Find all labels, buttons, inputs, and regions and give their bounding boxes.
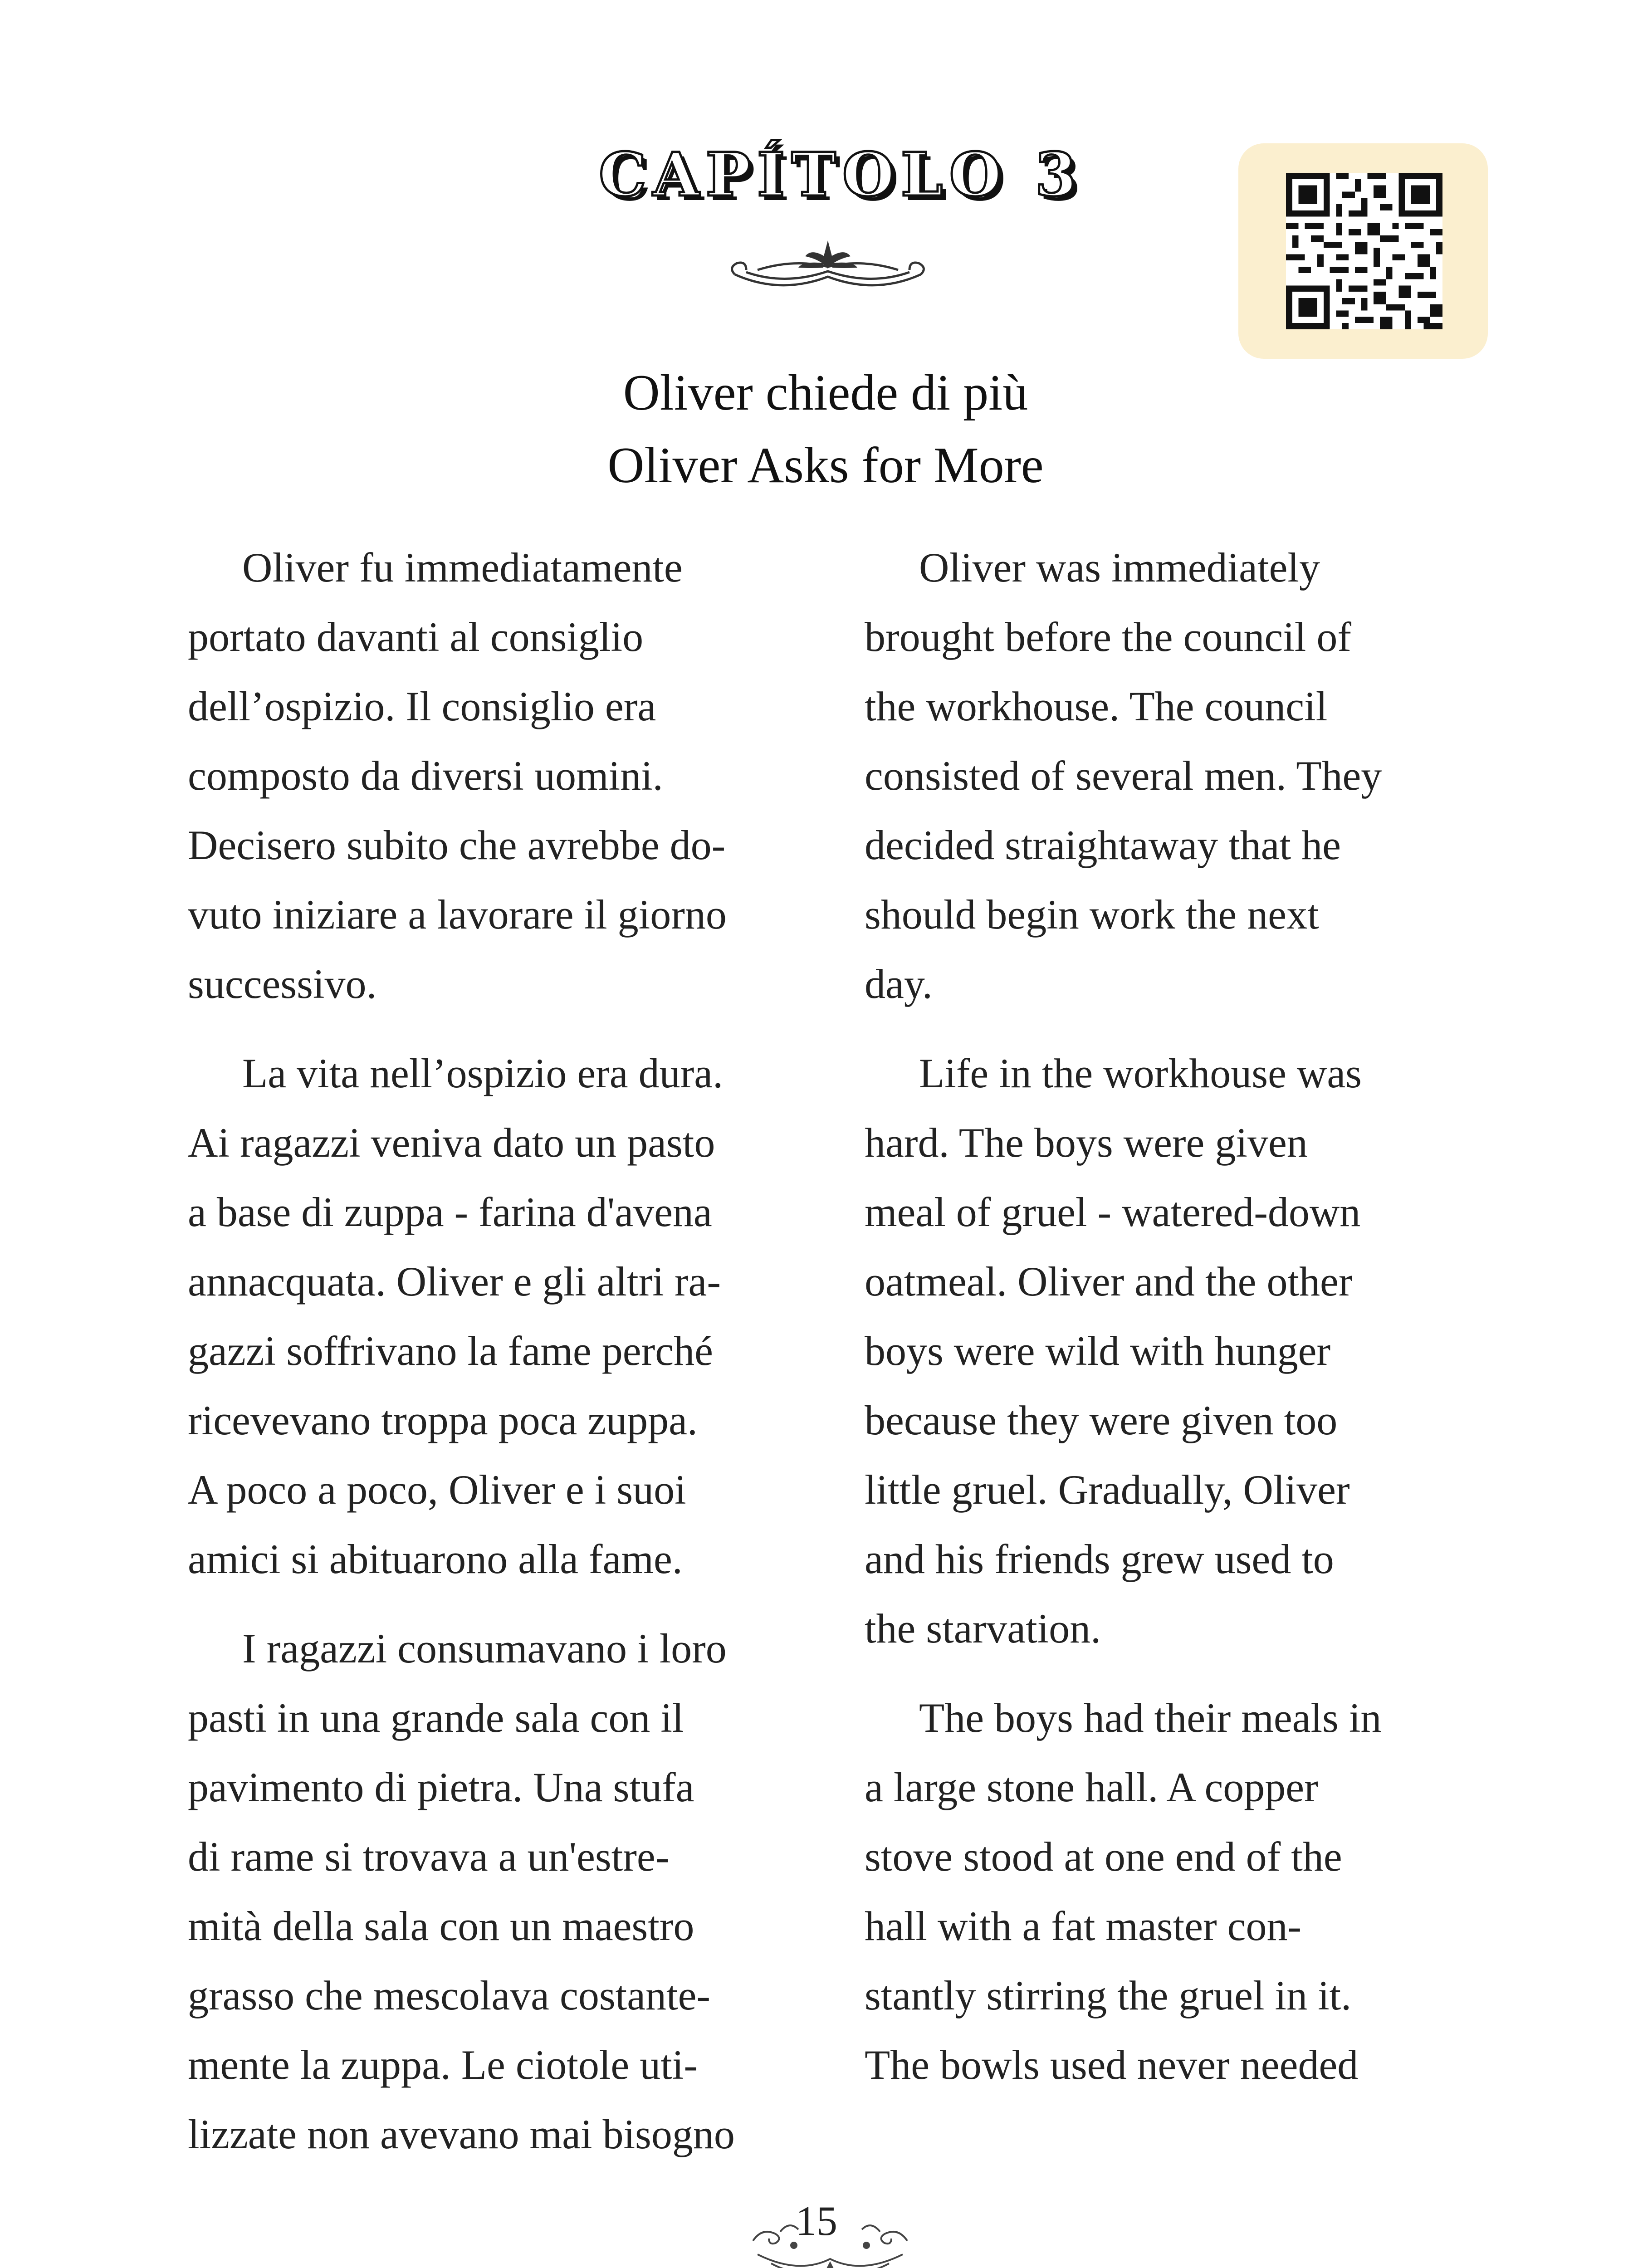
text-line: because they were given too: [865, 1397, 1338, 1443]
heading-italian: Oliver chiede di più: [623, 365, 1028, 421]
text-line: pavimento di pietra. Una stufa: [188, 1764, 694, 1810]
italian-paragraph-2: [188, 1039, 846, 1594]
text-line: decided straightaway that he: [865, 822, 1341, 868]
english-paragraph-1: [865, 533, 1522, 1019]
text-line: hard. The boys were given: [865, 1119, 1308, 1166]
text-line: composto da diversi uomini.: [188, 753, 663, 799]
text-line: annacquata. Oliver e gli altri ra-: [188, 1258, 721, 1305]
text-line: successivo.: [188, 961, 377, 1007]
text-line: The bowls used never needed: [865, 2042, 1359, 2088]
italian-paragraph-3: [188, 1614, 846, 2169]
text-line: boys were wild with hunger: [865, 1328, 1331, 1374]
text-line: the starvation.: [865, 1605, 1101, 1652]
text-line: mità della sala con un maestro: [188, 1903, 694, 1949]
text-line: hall with a fat master con-: [865, 1903, 1302, 1949]
text-line: oatmeal. Oliver and the other: [865, 1258, 1353, 1305]
text-line: should begin work the next: [865, 891, 1319, 938]
text-line: the workhouse. The council: [865, 683, 1328, 729]
text-line: a base di zuppa - farina d'avena: [188, 1189, 712, 1235]
text-line: little gruel. Gradually, Oliver: [865, 1466, 1350, 1513]
chapter-title: CAPÍTOLO 3: [599, 140, 1083, 210]
text-line: La vita nell’ospizio era dura.: [242, 1050, 724, 1096]
text-line: vuto iniziare a lavorare il giorno: [188, 891, 727, 938]
text-line: I ragazzi consumavano i loro: [242, 1625, 727, 1672]
text-line: Life in the workhouse was: [919, 1050, 1362, 1096]
text-line: ricevevano troppa poca zuppa.: [188, 1397, 698, 1443]
text-line: brought before the council of: [865, 614, 1351, 660]
text-line: portato davanti al consiglio: [188, 614, 644, 660]
heading-english: Oliver Asks for More: [607, 437, 1044, 494]
flourish-ornament-icon: [726, 231, 930, 299]
english-column: [865, 533, 1522, 2120]
text-line: pasti in una grande sala con il: [188, 1695, 684, 1741]
text-line: mente la zuppa. Le ciotole uti-: [188, 2042, 698, 2088]
text-line: lizzate non avevano mai bisogno: [188, 2111, 735, 2157]
page-number: 15: [796, 2198, 837, 2244]
english-paragraph-3: [865, 1683, 1522, 2100]
text-line: Ai ragazzi veniva dato un pasto: [188, 1119, 715, 1166]
english-paragraph-2: [865, 1039, 1522, 1663]
text-line: dell’ospizio. Il consiglio era: [188, 683, 656, 729]
text-line: grasso che mescolava costante-: [188, 1972, 711, 2019]
text-line: a large stone hall. A copper: [865, 1764, 1318, 1810]
text-line: stove stood at one end of the: [865, 1833, 1342, 1880]
text-line: Decisero subito che avrebbe do-: [188, 822, 726, 868]
italian-column: [188, 533, 846, 2189]
italian-paragraph-1: [188, 533, 846, 1019]
text-line: and his friends grew used to: [865, 1536, 1334, 1582]
text-line: meal of gruel - watered-down: [865, 1189, 1361, 1235]
text-line: The boys had their meals in: [919, 1695, 1382, 1741]
text-line: amici si abituarono alla fame.: [188, 1536, 683, 1582]
qr-code-icon[interactable]: [1286, 173, 1442, 329]
text-line: Oliver was immediately: [919, 544, 1320, 591]
text-line: gazzi soffrivano la fame perché: [188, 1328, 713, 1374]
text-line: consisted of several men. They: [865, 753, 1382, 799]
text-line: A poco a poco, Oliver e i suoi: [188, 1466, 686, 1513]
text-line: di rame si trovava a un'estre-: [188, 1833, 670, 1880]
text-line: stantly stirring the gruel in it.: [865, 1972, 1352, 2019]
text-line: day.: [865, 961, 933, 1007]
qr-code-card[interactable]: [1238, 143, 1488, 359]
text-line: Oliver fu immediatamente: [242, 544, 683, 591]
